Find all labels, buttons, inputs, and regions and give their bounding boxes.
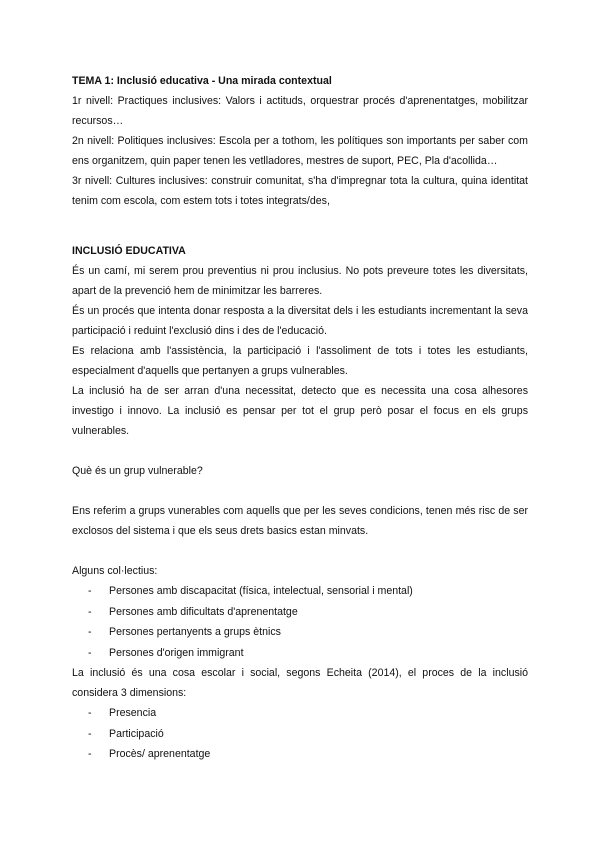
collectives-label: Alguns col·lectius: — [72, 565, 158, 577]
dash-marker: - — [88, 646, 92, 659]
list-item-text: Persones amb discapacitat (física, intelectual, sensorial i mental) — [109, 585, 413, 597]
section-paragraph: Es relaciona amb l'assistència, la participació i l'assoliment de tots i totes les estudiants, especialment d'aquells que pertanyen a grups vulnerables. — [72, 345, 528, 377]
list-item-text: Participació — [109, 727, 164, 740]
spacer — [72, 441, 528, 461]
collectives-list — [72, 581, 528, 663]
list-item-text: Persones d'origen immigrant — [109, 646, 244, 659]
list-item — [88, 744, 528, 765]
list-item-text: Procès/ aprenentatge — [109, 748, 211, 760]
dimensions-list — [72, 703, 528, 765]
dash-marker: - — [88, 605, 92, 618]
list-item — [88, 703, 528, 724]
list-item — [88, 581, 528, 602]
dash-marker: - — [88, 707, 92, 719]
dash-marker: - — [88, 727, 92, 740]
dimensions-intro: La inclusió és una cosa escolar i social, segons Echeita (2014), el proces de la inclusió considera 3 dimensions: — [72, 667, 528, 699]
spacer — [72, 541, 528, 561]
level-3-paragraph: 3r nivell: Cultures inclusives: construir comunitat, s'ha d'impregnar tota la cultura, quina identitat tenim com escola, com estem tots i totes integrats/des, — [72, 175, 528, 207]
question-heading: Què és un grup vulnerable? — [72, 465, 203, 477]
list-item — [88, 643, 528, 664]
spacer — [72, 481, 528, 501]
list-item-text: Persones amb dificultats d'aprenentatge — [109, 605, 298, 618]
section-paragraph: És un camí, mi serem prou preventius ni prou inclusius. No pots preveure totes les diversitats, apart de la prevenció hem de minimitzar les barreres. — [72, 265, 528, 297]
section-heading: INCLUSIÓ EDUCATIVA — [72, 245, 186, 257]
spacer — [72, 211, 528, 241]
dash-marker: - — [88, 626, 92, 638]
vulnerable-definition: Ens referim a grups vunerables com aquells que per les seves condicions, tenen més risc de ser exclosos del sistema i que els seus drets basics estan minvats. — [72, 505, 528, 537]
list-item — [88, 622, 528, 643]
level-2-paragraph: 2n nivell: Politiques inclusives: Escola per a tothom, les polítiques son importants per saber com ens organitzem, quin paper tenen les vetlladores, mestres de suport, PEC, Pla d'acollida… — [72, 135, 528, 167]
list-item-text: Presencia — [109, 707, 157, 719]
section-paragraph: És un procés que intenta donar resposta a la diversitat dels i les estudiants incrementant la seva participació i reduint l'exclusió dins i des de l'educació. — [72, 305, 528, 337]
list-item — [88, 724, 528, 745]
list-item-text: Persones pertanyents a grups ètnics — [109, 626, 281, 638]
dash-marker: - — [88, 585, 92, 597]
dash-marker: - — [88, 748, 92, 760]
document-title: TEMA 1: Inclusió educativa - Una mirada contextual — [72, 75, 332, 87]
level-1-paragraph: 1r nivell: Practiques inclusives: Valors i actituds, orquestrar procés d'aprenentatges, mobilitzar recursos… — [72, 95, 528, 127]
section-paragraph: La inclusió ha de ser arran d'una necessitat, detecto que es necessita una cosa alhesores investigo i innovo. La inclusió es pensar per tot el grup però posar el focus en els grups vulnerables. — [72, 385, 528, 437]
list-item — [88, 602, 528, 623]
